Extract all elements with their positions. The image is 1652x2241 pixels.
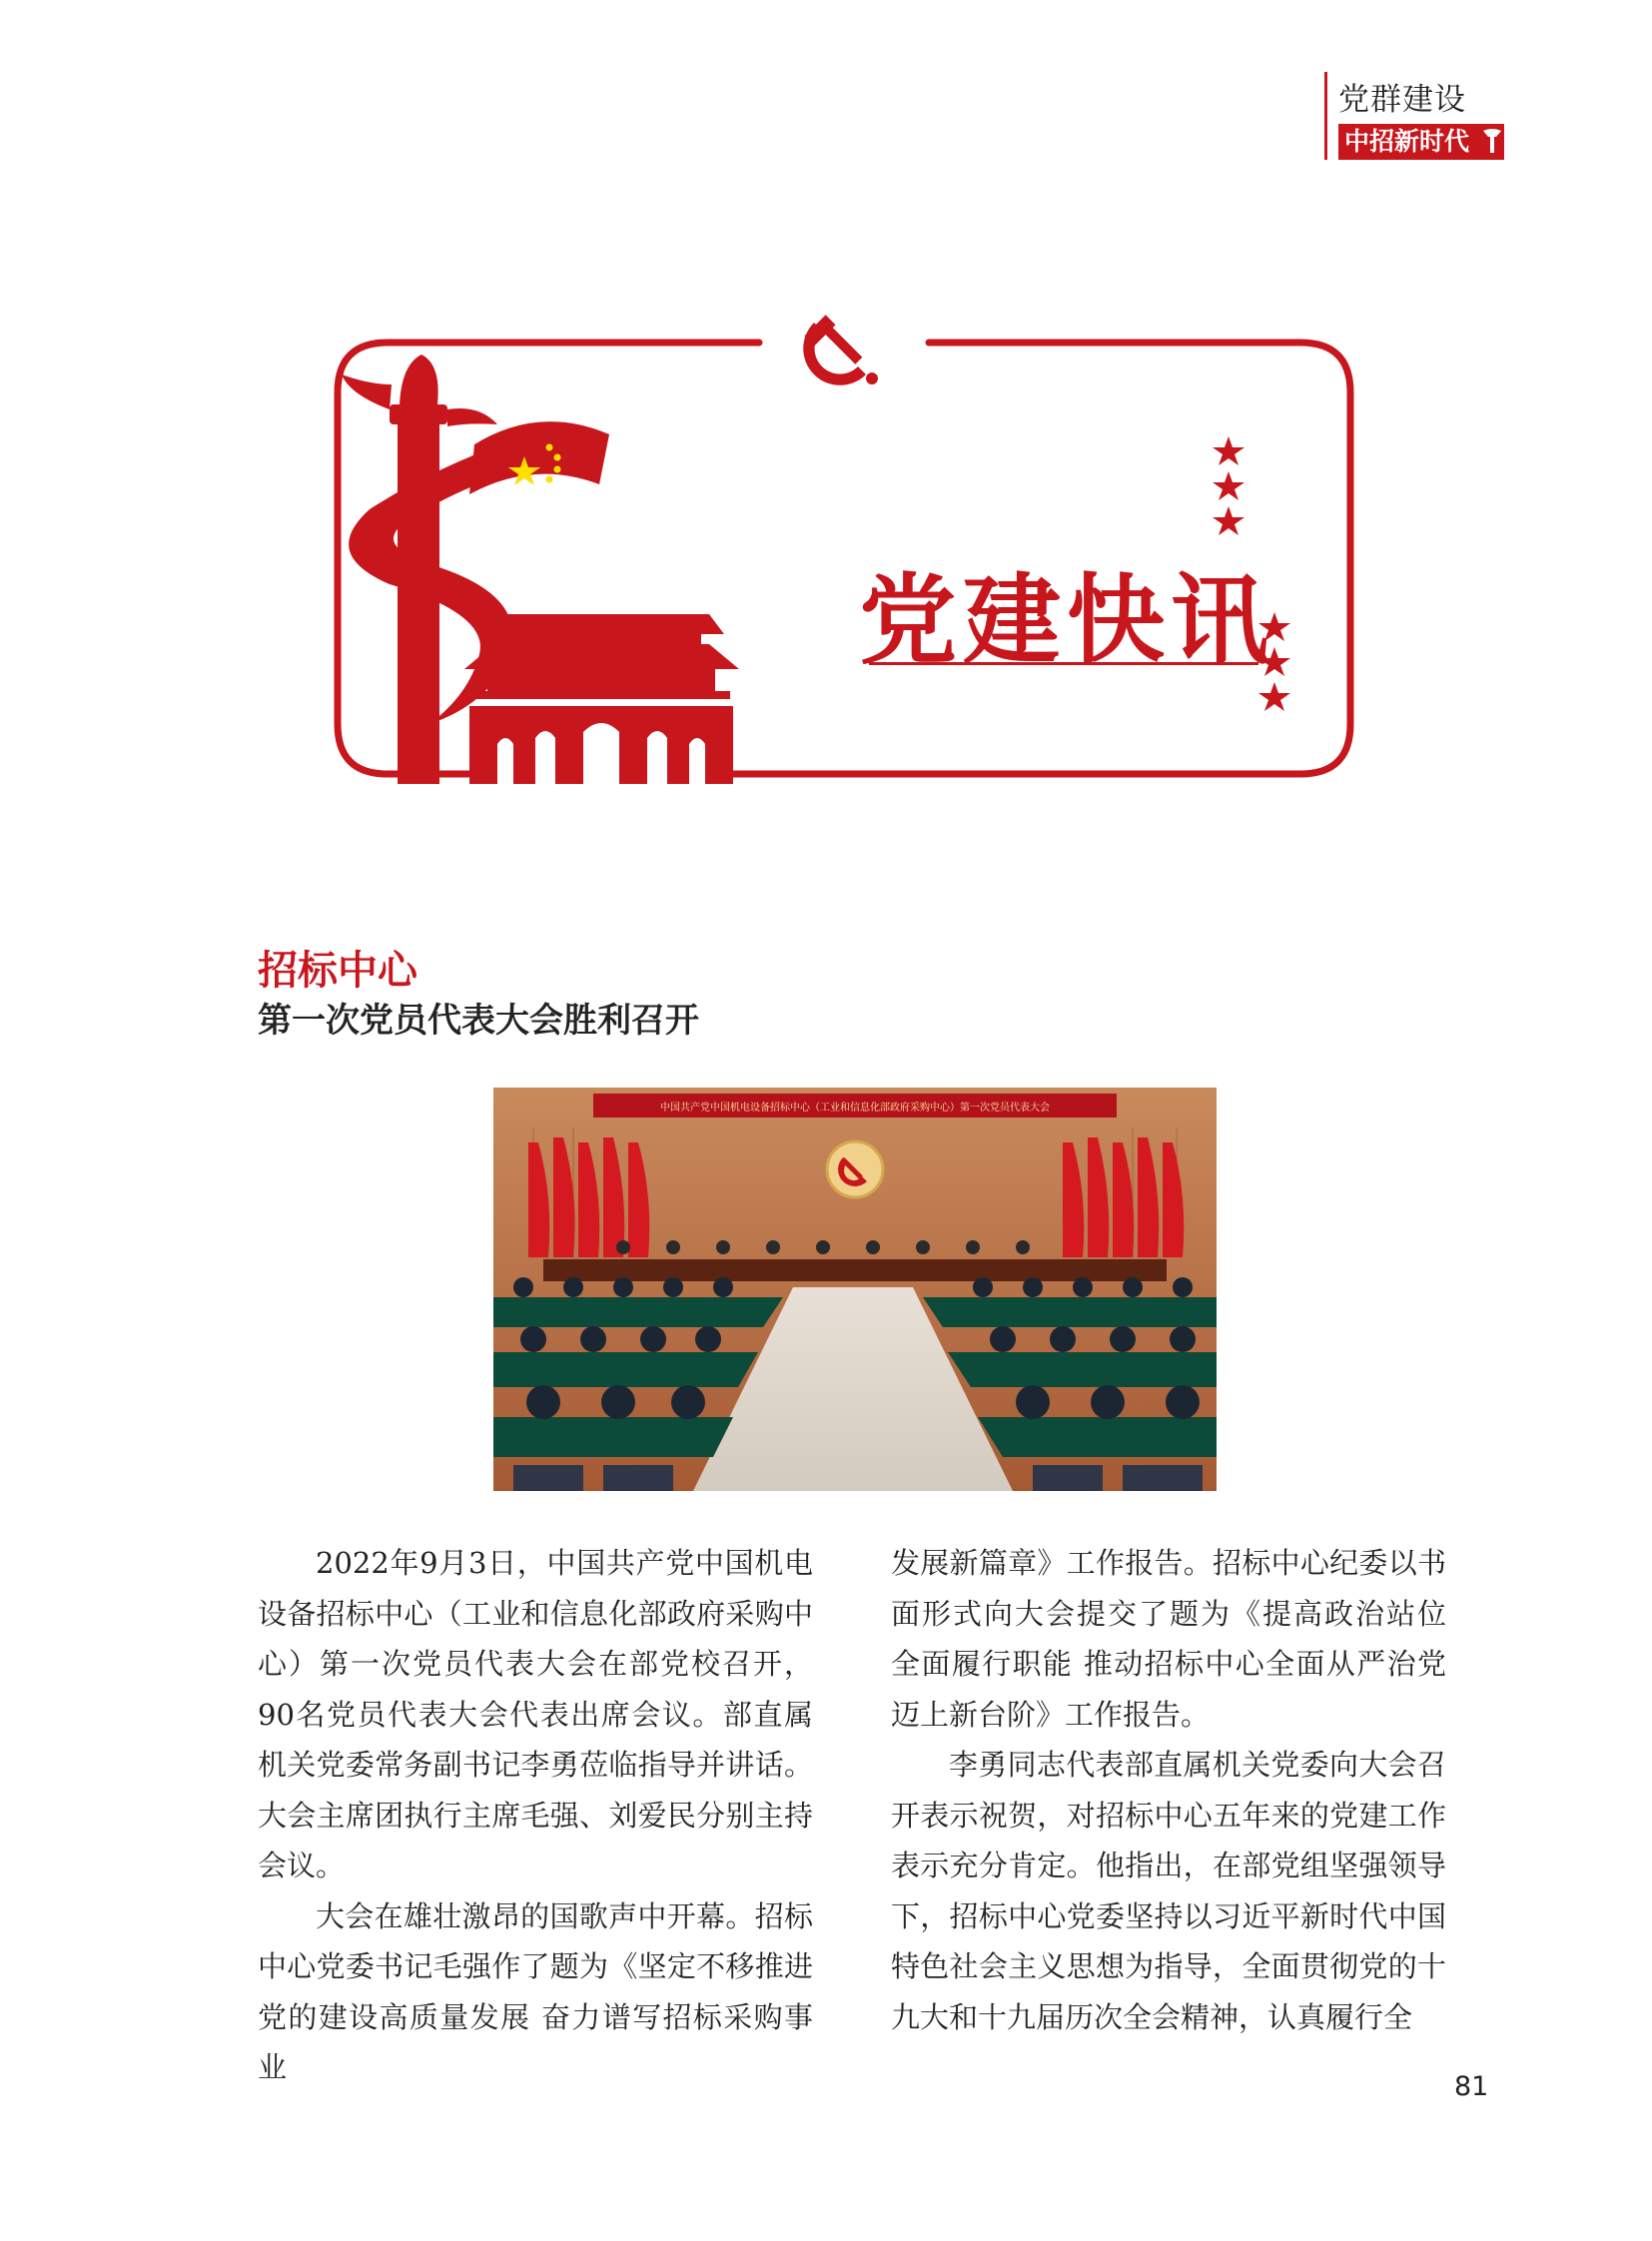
- flag-icon: [469, 421, 609, 494]
- article-column-left: [258, 1538, 813, 2093]
- section-name: 党群建设: [1338, 82, 1466, 118]
- brand-badge: [1338, 124, 1504, 160]
- photo-banner-text: 中国共产党中国机电设备招标中心（工业和信息化部政府采购中心）第一次党员代表大会: [660, 1103, 1050, 1114]
- paragraph: 发展新篇章》工作报告。招标中心纪委以书面形式向大会提交了题为《提高政治站位 全面履行职能 推动招标中心全面从严治党迈上新台阶》工作报告。: [891, 1546, 1446, 1732]
- stars-top-group: [1213, 436, 1244, 535]
- article-column-right: [891, 1538, 1446, 2042]
- party-news-banner: [330, 315, 1358, 784]
- paragraph: 2022年9月3日，中国共产党中国机电设备招标中心（工业和信息化部政府采购中心）第一次党员代表大会在部党校召开，90名党员代表大会代表出席会议。部直属机关党委常务副书记李勇莅临指导并讲话。大会主席团执行主席毛强、刘爱民分别主持会议。: [258, 1546, 813, 1882]
- paragraph: 大会在雄壮激昂的国歌声中开幕。招标中心党委书记毛强作了题为《坚定不移推进党的建设高质量发展 奋力谱写招标采购事业: [258, 1898, 813, 2084]
- page-number: 81: [1454, 2071, 1489, 2102]
- page-header: [1324, 68, 1524, 168]
- paragraph: 李勇同志代表部直属机关党委向大会召开表示祝贺，对招标中心五年来的党建工作表示充分肯定。他指出，在部党组坚强领导下，招标中心党委坚持以习近平新时代中国特色社会主义思想为指导，全面贯彻党的十九大和十九届历次全会精神，认真履行全: [891, 1748, 1446, 2034]
- banner-title: 党建快讯: [859, 564, 1275, 678]
- article-title: 第一次党员代表大会胜利召开: [258, 1001, 699, 1041]
- tiananmen-gate-icon: [464, 614, 739, 784]
- brand-torch-icon: [1480, 127, 1504, 155]
- header-divider: [1324, 72, 1327, 160]
- org-title: 招标中心: [258, 947, 417, 994]
- brand-text: 中招新时代: [1344, 127, 1470, 156]
- hammer-sickle-icon: [803, 315, 878, 384]
- conference-photo: [493, 1088, 1217, 1491]
